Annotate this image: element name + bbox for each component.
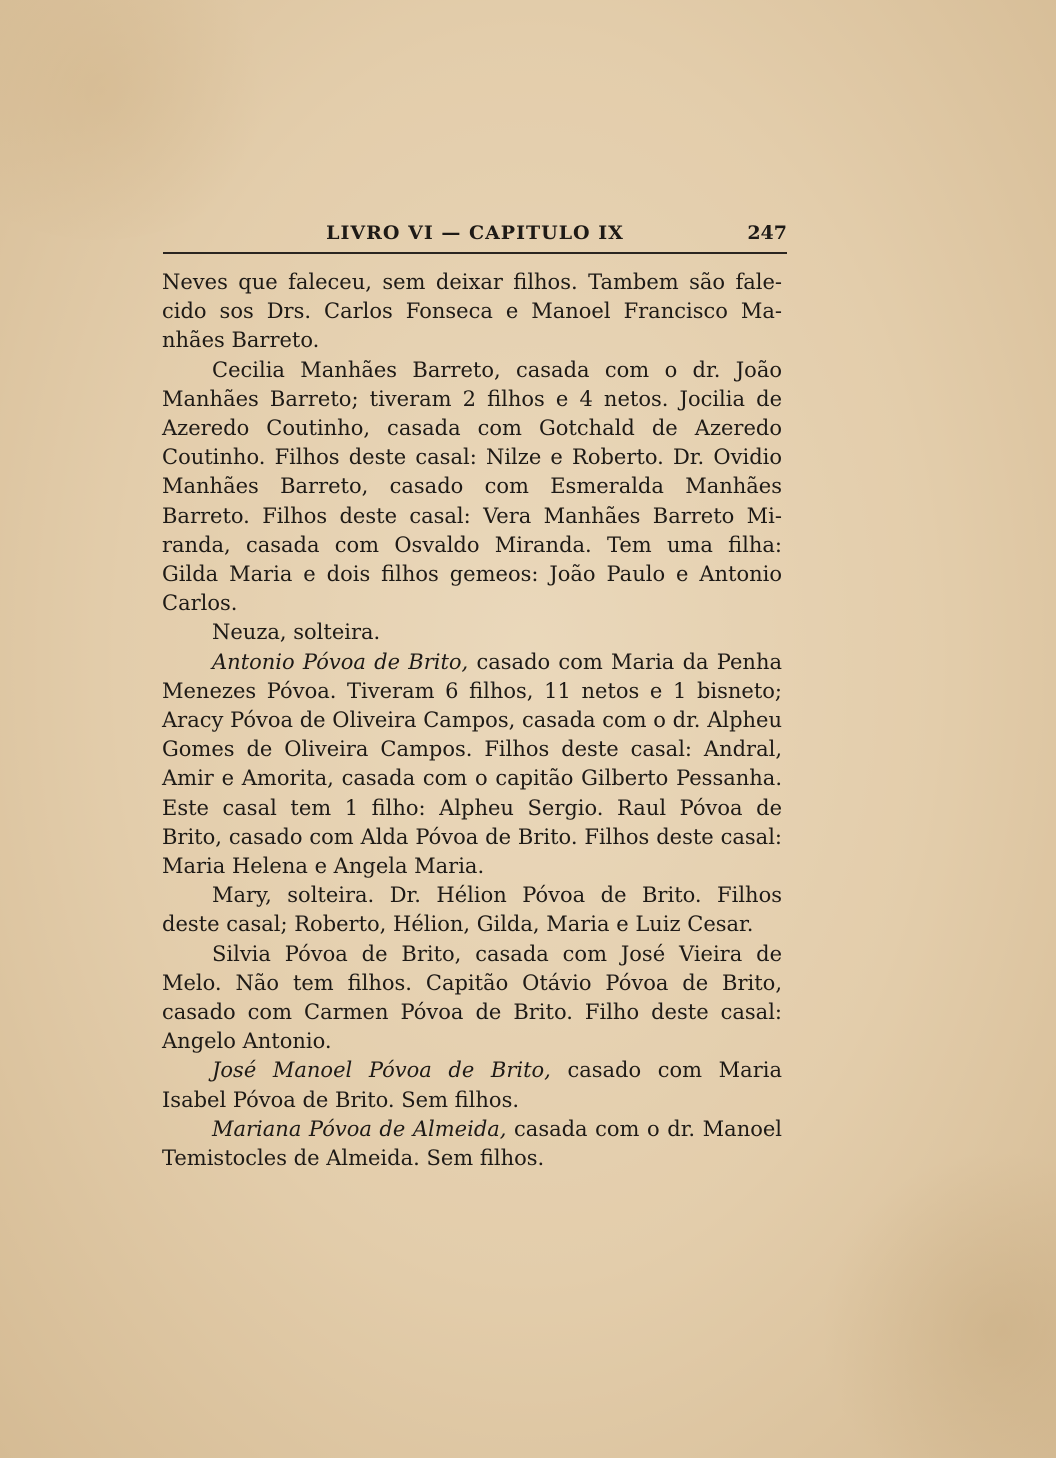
paragraph-text: casado com Maria da Penha Menezes Póvoa. Tiveram 6 filhos, 11 netos e 1 bisneto; Aracy Póvoa de Oliveira Campos, casada com o dr. Alpheu Gomes de Oliveira Campos. Filhos deste casal: Andral, Amir e Amorita, casada com o capitão Gilberto Pessanha. Este casal tem 1 filho: Alpheu Sergio. Raul Póvoa de Brito, casado com Alda Póvoa de Brito. Filhos deste casal: Maria Helena e Angela Maria. (162, 649, 782, 879)
paragraph (162, 268, 782, 356)
running-title: LIVRO VI — CAPITULO IX (326, 222, 624, 244)
paragraph (162, 356, 782, 619)
paragraph (162, 648, 782, 882)
paragraph (162, 881, 782, 939)
paragraph-lead: Mariana Póvoa de Almeida, (212, 1116, 507, 1141)
paragraph-text: casada com o dr. Manoel Temistocles de Almeida. Sem filhos. (162, 1116, 783, 1171)
body-text (162, 268, 782, 1173)
paper-stain (820, 1150, 1056, 1458)
paragraph-text: Neves que faleceu, sem deixar filhos. Tambem são falecido sos Drs. Carlos Fonseca e Manoel Francisco Manhães Barreto. (162, 270, 782, 353)
paragraph-lead: José Manoel Póvoa de Brito, (212, 1058, 551, 1083)
paragraph (162, 1115, 782, 1173)
paragraph-text: Neuza, solteira. (212, 620, 381, 645)
paragraph-lead: Antonio Póvoa de Brito, (212, 649, 469, 674)
page-header (163, 220, 787, 254)
paragraph (162, 1056, 782, 1114)
paragraph-text: Silvia Póvoa de Brito, casada com José Vieira de Melo. Não tem filhos. Capitão Otávio Póvoa de Brito, casado com Carmen Póvoa de Brito. Filho deste casal: Angelo Antonio. (162, 941, 782, 1054)
paragraph-text: casado com Maria Isabel Póvoa de Brito. Sem filhos. (162, 1058, 782, 1112)
paragraph-text: Cecilia Manhães Barreto, casada com o dr. João Manhães Barreto; tiveram 2 filhos e 4 netos. Jocilia de Azeredo Coutinho, casada com Gotchald de Azeredo Coutinho. Filhos deste casal: Nilze e Roberto. Dr. Ovidio Manhães Barreto, casado com Esmeralda Manhães Barreto. Filhos deste casal: Vera Manhães Barreto Miranda, casada com Osvaldo Miranda. Tem uma filha: Gilda Maria e dois filhos gemeos: João Paulo e Antonio Carlos. (162, 357, 782, 616)
paragraph (162, 940, 782, 1057)
page-number: 247 (747, 222, 787, 244)
paragraph (162, 618, 782, 647)
paragraph-text: Mary, solteira. Dr. Hélion Póvoa de Brito. Filhos deste casal; Roberto, Hélion, Gilda, Maria e Luiz Cesar. (162, 883, 782, 937)
paper-stain (0, 0, 280, 240)
